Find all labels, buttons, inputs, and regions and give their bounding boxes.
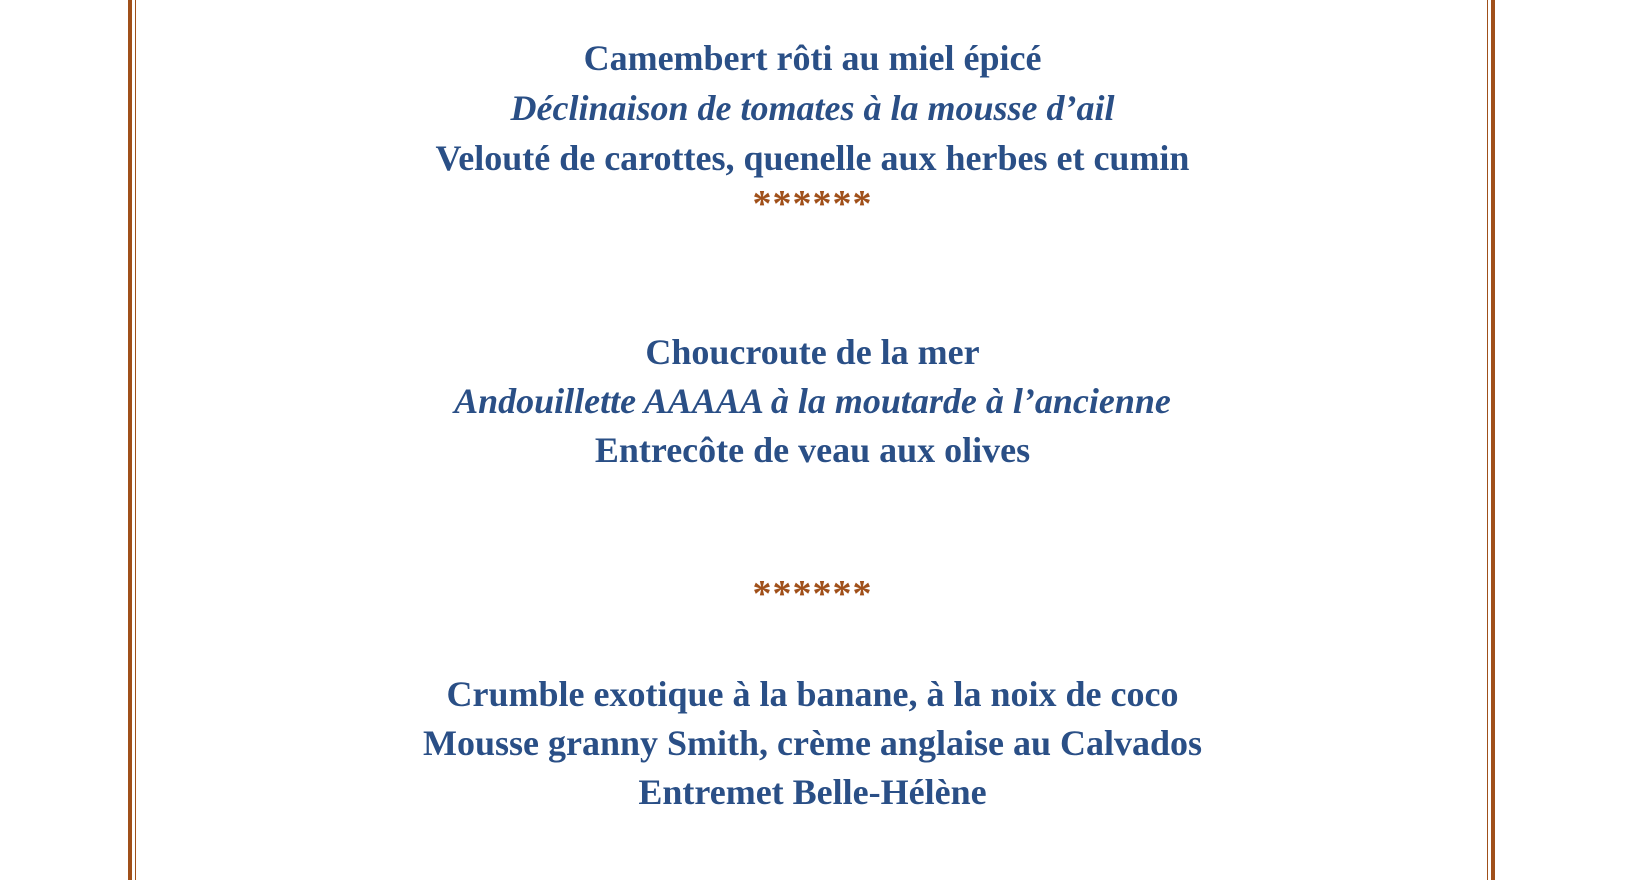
plat-item-2: Andouillette AAAAA à la moutarde à l’ancienne [454, 381, 1171, 421]
separator-stars-1: ****** [752, 183, 873, 225]
entree-item-3: Velouté de carottes, quenelle aux herbes et cumin [435, 138, 1190, 178]
dessert-item-2: Mousse granny Smith, crème anglaise au Calvados [422, 723, 1202, 763]
entree-item-2: Déclinaison de tomates à la mousse d’ail [510, 88, 1115, 128]
separator-stars-2: ****** [752, 573, 873, 615]
plat-item-1: Choucroute de la mer [645, 332, 980, 372]
entree-item-1: Camembert rôti au miel épicé [583, 38, 1042, 78]
dessert-item-1: Crumble exotique à la banane, à la noix de coco [446, 674, 1179, 714]
plat-item-3: Entrecôte de veau aux olives [594, 430, 1031, 470]
dessert-item-3: Entremet Belle-Hélène [638, 772, 987, 812]
